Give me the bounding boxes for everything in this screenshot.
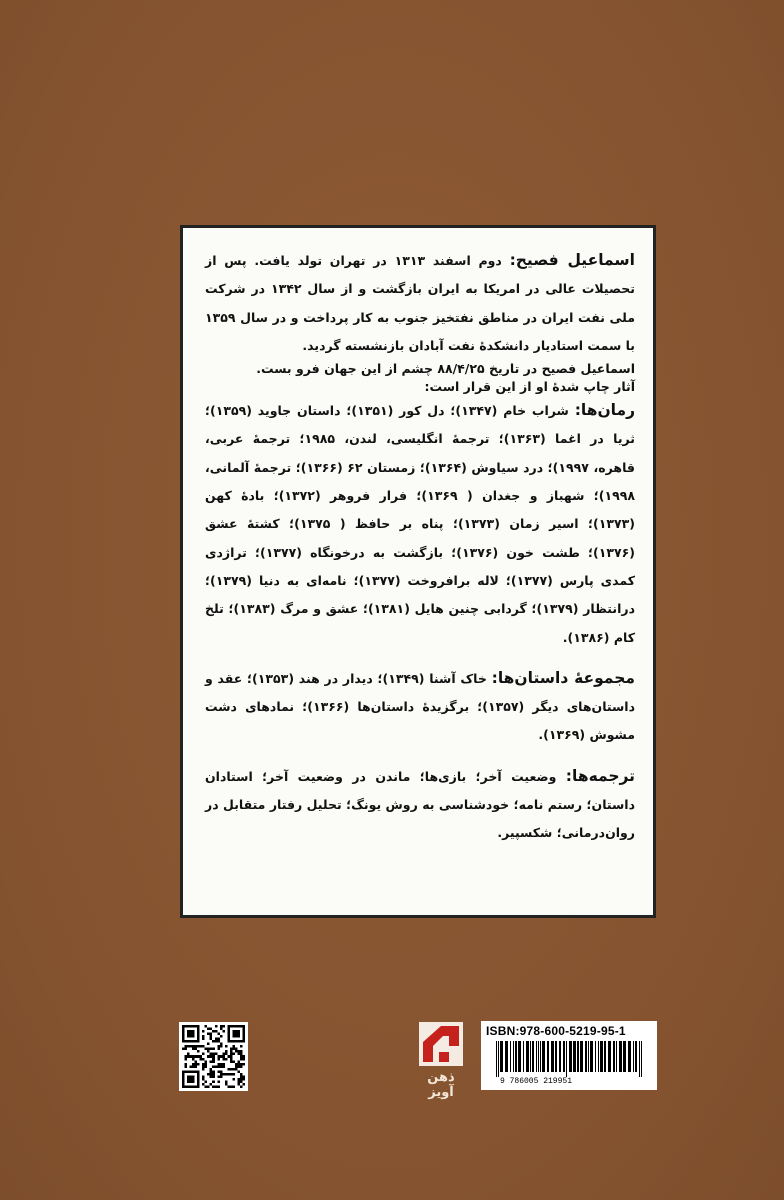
publisher-name: ذهن آویز (427, 1070, 455, 1100)
barcode (486, 1041, 652, 1077)
works-intro: آثار چاپ شدهٔ او از این قرار است: (424, 379, 635, 395)
author-name: اسماعیل فصیح: (509, 251, 635, 269)
author-bio-panel (180, 225, 656, 918)
translations-heading: ترجمه‌ها: (565, 766, 635, 785)
collections-heading: مجموعهٔ داستان‌ها: (491, 668, 635, 687)
biography-paragraph (205, 246, 635, 360)
qr-code (179, 1022, 248, 1091)
novels-heading: رمان‌ها: (574, 401, 636, 420)
death-note: اسماعیل فصیح در تاریخ ۸۸/۴/۲۵ چشم از این جهان فرو بست. (256, 361, 635, 377)
biography-text: دوم اسفند ۱۳۱۳ در تهران تولد یافت. پس از تحصیلات عالی در امریکا به ایران بازگشت و از سال ۱۳۴۲ در شرکت ملی نفت ایران در مناطق نفتخیز جنوب به کار پرداخت و در سال ۱۳۵۹ با سمت استادیار دانشکدهٔ نفت آبادان بازنشسته گردید. (205, 253, 635, 353)
publisher-logo-icon (419, 1022, 463, 1066)
isbn-barcode-block (481, 1021, 657, 1090)
publisher-logo (414, 1022, 468, 1100)
novels-text: شراب خام (۱۳۴۷)؛ دل کور (۱۳۵۱)؛ داستان جاوید (۱۳۵۹)؛ ثریا در اغما (۱۳۶۳)؛ ترجمهٔ انگلیسی، لندن، ۱۹۸۵؛ ترجمهٔ عربی، قاهره، ۱۹۹۷)؛ درد سیاوش (۱۳۶۴)؛ زمستان ۶۲ (۱۳۶۶)؛ ترجمهٔ آلمانی، ۱۹۹۸)؛ شهباز و جغدان ( ۱۳۶۹)؛ فرار فروهر (۱۳۷۲)؛ بادهٔ کهن (۱۳۷۳)؛ اسیر زمان (۱۳۷۳)؛ پناه بر حافظ ( ۱۳۷۵)؛ کشتهٔ عشق (۱۳۷۶)؛ طشت خون (۱۳۷۶)؛ بازگشت به درخونگاه (۱۳۷۷)؛ تراژدی کمدی پارس (۱۳۷۷)؛ لاله برافروخت (۱۳۷۷)؛ نامه‌ای به دنیا (۱۳۷۹)؛ درانتظار (۱۳۷۹)؛ گردابی چنین هایل (۱۳۸۱)؛ عشق و مرگ (۱۳۸۳)؛ تلخ کام (۱۳۸۶). (205, 403, 635, 645)
isbn-label: ISBN:978-600-5219-95-1 (486, 1024, 626, 1038)
bio-content (205, 246, 635, 848)
translations-paragraph (205, 762, 635, 848)
isbn-digits: 9 786005 219951 (500, 1077, 573, 1086)
collections-text: خاک آشنا (۱۳۴۹)؛ دیدار در هند (۱۳۵۳)؛ عقد و داستان‌های دیگر (۱۳۵۷)؛ برگزیدهٔ داستان‌ها (۱۳۶۶)؛ نمادهای دشت مشوش (۱۳۶۹). (205, 670, 635, 743)
collections-paragraph (205, 664, 635, 750)
translations-text: وضعیت آخر؛ بازی‌ها؛ ماندن در وضعیت آخر؛ استادان داستان؛ رستم نامه؛ خودشناسی به روش یونگ؛ تحلیل رفتار متقابل در روان‌درمانی؛ شکسپیر. (205, 768, 635, 841)
qr-code-graphic (182, 1025, 245, 1088)
novels-paragraph (205, 396, 635, 652)
